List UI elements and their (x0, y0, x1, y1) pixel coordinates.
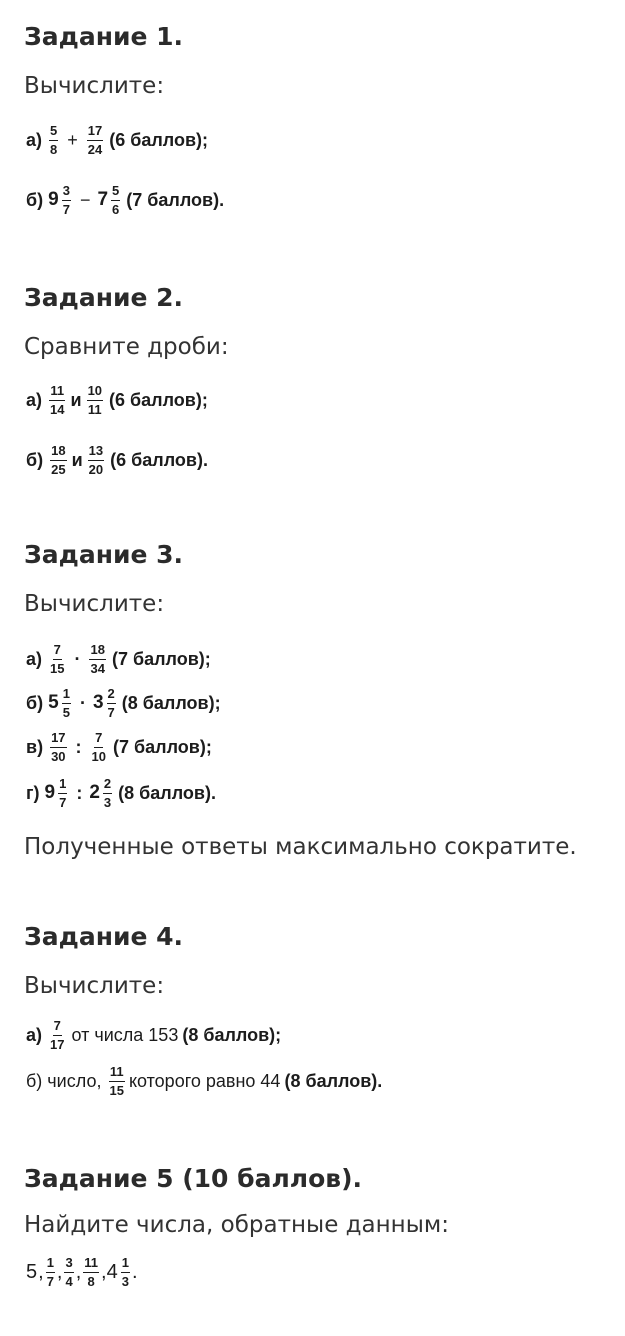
task-5-instruction: Найдите числа, обратные данным: (24, 1212, 449, 1238)
fraction: $\frac{17}{30}$ (51, 729, 66, 764)
item-label: а) (26, 389, 43, 410)
fraction: $\frac{11}{14}$ (50, 382, 65, 417)
fraction: $\frac{3}{4}$ (65, 1254, 73, 1289)
item-text: от числа 153 (71, 1024, 179, 1045)
item-label: б) (26, 449, 44, 470)
operator: − (79, 189, 91, 210)
task-3-item-c (26, 725, 212, 769)
conjunction: и (71, 449, 83, 470)
fraction: $\frac{5}{8}$ (50, 122, 58, 157)
whole-part: 9 (48, 189, 59, 210)
task-5-heading: Задание 5 (10 баллов). (24, 1164, 363, 1193)
item-label: б) (26, 189, 44, 210)
item-label: б) (26, 692, 44, 713)
task-1-instruction: Вычислите: (24, 73, 165, 99)
task-1-item-b (26, 178, 224, 222)
fraction: $\frac{11}{15}$ (109, 1063, 124, 1098)
fraction: $\frac{11}{8}$ (84, 1254, 99, 1289)
conjunction: и (70, 389, 82, 410)
separator: , (38, 1260, 44, 1283)
points: (6 баллов); (109, 129, 209, 150)
task-2-heading: Задание 2. (24, 283, 184, 312)
separator: , (56, 1260, 63, 1283)
task-3-item-d (26, 771, 216, 815)
points: (6 баллов); (109, 389, 208, 410)
fraction: $\frac{7}{15}$ (50, 641, 65, 676)
operator: · (79, 692, 86, 713)
fraction: $\frac{1}{7}$ (59, 775, 67, 810)
item-label: г) (26, 782, 40, 803)
whole-part: 2 (89, 782, 100, 803)
task-4-item-b (26, 1059, 382, 1103)
fraction: $\frac{13}{20}$ (88, 442, 104, 477)
points: (7 баллов); (113, 736, 212, 757)
points: (7 баллов). (126, 189, 225, 210)
separator: , (75, 1260, 82, 1283)
operator: : (75, 736, 82, 757)
fraction: $\frac{17}{24}$ (87, 122, 103, 157)
separator: , (101, 1260, 107, 1283)
operator: · (74, 648, 81, 669)
whole-part: 3 (92, 692, 104, 713)
item-label: б) число, (26, 1070, 102, 1091)
points: (8 баллов). (118, 782, 216, 803)
number: 5 (26, 1260, 38, 1283)
item-label: в) (26, 736, 44, 757)
task-3-note: Полученные ответы максимально сократите. (24, 834, 577, 860)
fraction: $\frac{1}{5}$ (62, 685, 70, 720)
fraction: $\frac{18}{25}$ (51, 442, 66, 477)
fraction: $\frac{3}{7}$ (62, 182, 70, 217)
period: . (131, 1260, 138, 1283)
points: (8 баллов); (121, 692, 221, 713)
task-1-item-a (26, 118, 208, 162)
task-4-heading: Задание 4. (24, 922, 184, 951)
points: (8 баллов). (284, 1070, 383, 1091)
task-2-item-b (26, 438, 208, 482)
task-4-item-a (26, 1013, 281, 1057)
fraction: $\frac{1}{7}$ (46, 1254, 54, 1289)
item-label: а) (26, 129, 43, 150)
task-2-item-a (26, 378, 208, 422)
whole-part: 4 (106, 1260, 118, 1283)
fraction: $\frac{7}{10}$ (91, 729, 106, 764)
fraction: $\frac{1}{3}$ (121, 1254, 129, 1289)
whole-part: 7 (97, 189, 109, 210)
points: (6 баллов). (110, 449, 208, 470)
whole-part: 5 (48, 692, 59, 713)
fraction: $\frac{18}{34}$ (90, 641, 105, 676)
fraction: $\frac{5}{6}$ (112, 182, 120, 217)
task-3-heading: Задание 3. (24, 540, 184, 569)
fraction: $\frac{10}{11}$ (87, 382, 103, 417)
task-4-instruction: Вычислите: (24, 973, 165, 999)
points: (7 баллов); (111, 648, 211, 669)
points: (8 баллов); (182, 1024, 282, 1045)
fraction: $\frac{7}{17}$ (50, 1017, 65, 1052)
operator: : (76, 782, 83, 803)
task-5-numbers (26, 1250, 138, 1294)
item-text: которого равно 44 (128, 1070, 281, 1091)
fraction: $\frac{2}{3}$ (103, 775, 112, 810)
item-label: а) (26, 648, 43, 669)
task-3-item-b (26, 681, 221, 725)
whole-part: 9 (44, 782, 56, 803)
task-3-instruction: Вычислите: (24, 591, 165, 617)
operator: + (67, 129, 78, 150)
fraction: $\frac{2}{7}$ (107, 685, 115, 720)
task-2-instruction: Сравните дроби: (24, 334, 229, 360)
task-1-heading: Задание 1. (24, 22, 184, 51)
item-label: а) (26, 1024, 43, 1045)
task-3-item-a (26, 637, 211, 681)
